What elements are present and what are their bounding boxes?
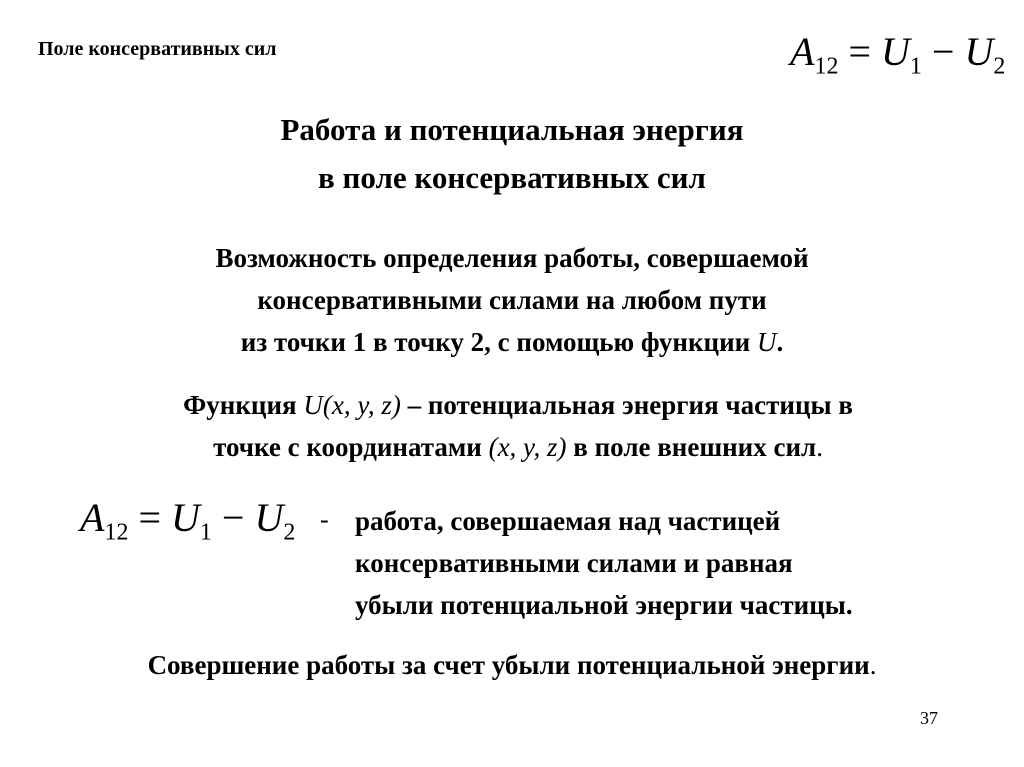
- paragraph-line: работа, совершаемая над частицей: [355, 506, 781, 536]
- formula-subscript: 1: [199, 519, 212, 546]
- text-span: .: [816, 432, 823, 462]
- slide-title: [0, 106, 1024, 202]
- variable-u: U: [303, 390, 323, 420]
- formula-subscript: 12: [814, 53, 839, 80]
- text-span: точке с координатами: [213, 432, 489, 462]
- formula-equals: =: [848, 29, 871, 74]
- slide-section-title: Поле консервативных сил: [38, 38, 277, 60]
- text-span: в поле внешних сил: [566, 432, 817, 462]
- formula-minus: −: [931, 29, 955, 74]
- formula-symbol-u1: U: [171, 495, 200, 540]
- formula-symbol-a: A: [80, 495, 105, 540]
- text-span: .: [869, 650, 877, 680]
- paragraph-line: [38, 426, 998, 468]
- formula-subscript: 1: [909, 53, 922, 80]
- formula-symbol-a: A: [790, 29, 815, 74]
- formula-symbol-u1: U: [881, 29, 910, 74]
- paragraph-line: [0, 321, 1024, 363]
- text-span: Совершение работы за счет убыли потенциальной энергии: [147, 650, 870, 680]
- work-description: [355, 500, 853, 626]
- formula-dash: -: [320, 505, 329, 534]
- paragraph-line: убыли потенциальной энергии частицы.: [355, 590, 853, 620]
- function-args: (x, y, z): [322, 390, 401, 420]
- conclusion: [0, 650, 1024, 681]
- text-span: из точки 1 в точку 2, с помощью функции: [240, 327, 757, 357]
- formula-subscript: 2: [283, 519, 296, 546]
- header-formula: [790, 28, 1005, 80]
- formula-symbol-u2: U: [254, 495, 284, 540]
- paragraph-line: Возможность определения работы, совершаемой: [215, 243, 809, 273]
- text-span: Функция: [183, 390, 304, 420]
- text-span: – потенциальная энергия частицы в: [400, 390, 853, 420]
- formula-subscript: 12: [104, 519, 129, 546]
- paragraph-line: [38, 384, 998, 426]
- paragraph-line: консервативными силами и равная: [355, 548, 793, 578]
- paragraph-line: консервативными силами на любом пути: [257, 285, 767, 315]
- page-number: 37: [920, 708, 938, 728]
- coordinates: (x, y, z): [488, 432, 567, 462]
- text-span: .: [776, 327, 784, 357]
- slide-title-line: в поле консервативных сил: [318, 160, 706, 195]
- formula-equals: =: [138, 495, 161, 540]
- potential-function-paragraph: [38, 384, 998, 468]
- formula-minus: −: [221, 495, 245, 540]
- formula-subscript: 2: [993, 53, 1006, 80]
- work-formula: [80, 494, 295, 546]
- variable-u: U: [756, 327, 777, 357]
- formula-symbol-u2: U: [964, 29, 994, 74]
- slide-title-line: Работа и потенциальная энергия: [280, 112, 744, 147]
- definition-paragraph: [0, 237, 1024, 363]
